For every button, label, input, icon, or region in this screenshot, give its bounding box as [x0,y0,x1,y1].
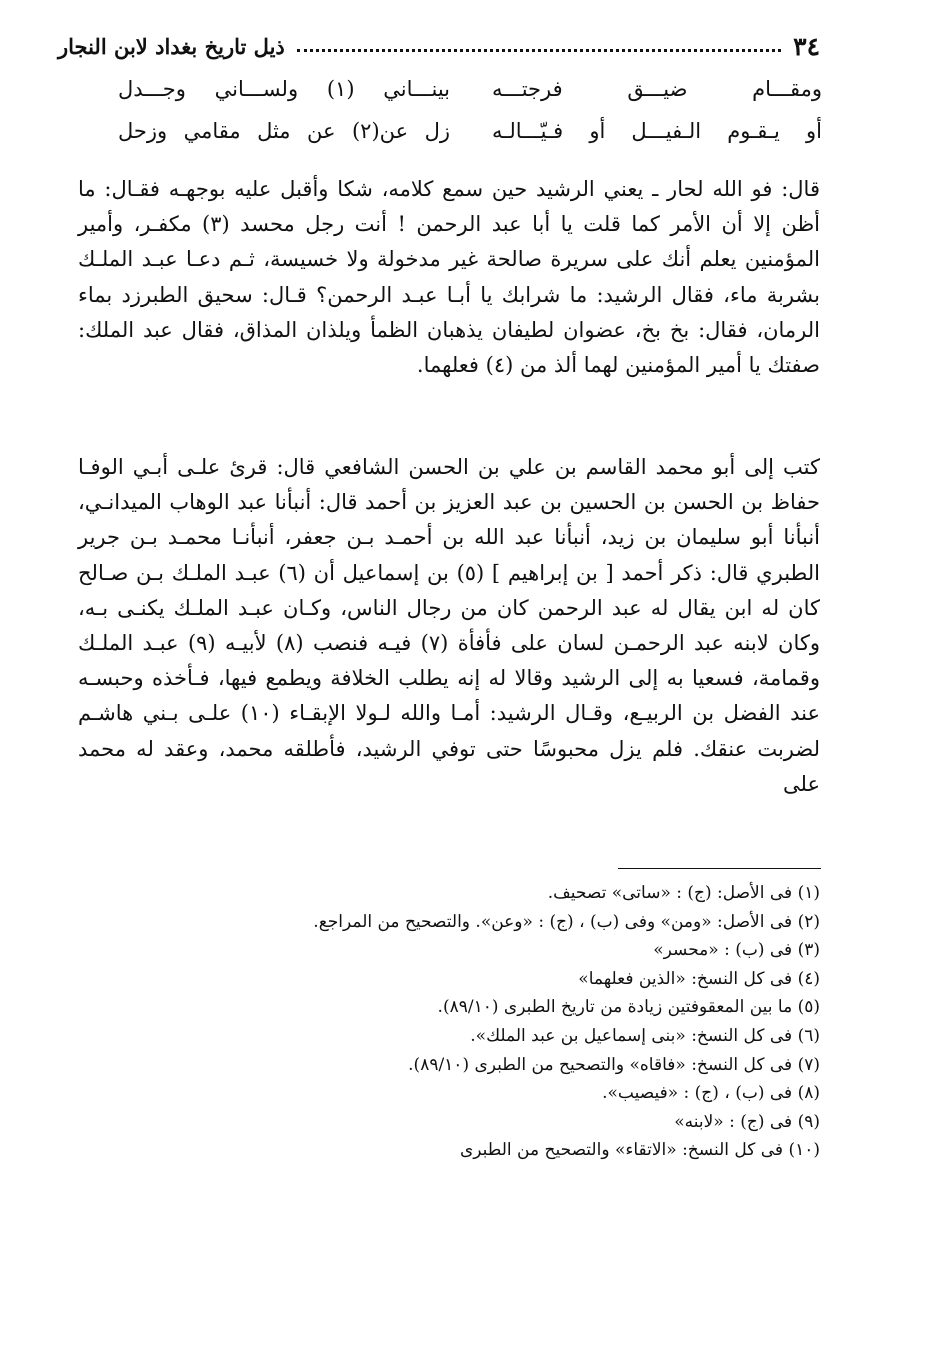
footnote: (٥) ما بين المعقوفتين زيادة من تاريخ الطبرى (٨٩/١٠). [437,997,820,1018]
page-header [58,26,820,66]
footnote: (٤) فى كل النسخ: «الذين فعلهما» [578,968,820,989]
page-number: ٣٤ [793,31,820,61]
verse-hemistich-second: بينـــاني (١) ولســـاني وجـــدل [118,77,450,101]
running-title: ذيل تاريخ بغداد لابن النجار [58,33,285,59]
footnote: (٩) فى (ج) : «لابنه» [674,1111,820,1132]
footnote: (٢) فى الأصل: «ومن» وفى (ب) ، (ج) : «وعن». والتصحيح من المراجع. [313,911,820,932]
footnotes-list [200,879,820,1165]
body-paragraph: كتب إلى أبو محمد القاسم بن علي بن الحسن الشافعي قال: قرئ علـى أبـي الوفـا حفاظ بن الحسن بن الحسين بن عبد العزيز بن أحمد قال: أنبأنا عبد الوهاب الميدانـي، أنبأنا أبو سليمان بن زيد، أنبأنا عبد الله بن أحمـد بـن جعفر، أنبأنـا محمـد بـن جرير الطبري قال: ذكر أحمد [ بن إبراهيم ] (٥) بن إسماعيل أن (٦) عبـد الملـك بـن صـالح كان له ابن يقال له عبد الرحمن كان من رجال الناس، وكـان عبـد الملـك يكنـى بـه، وكان لابنه عبد الرحمـن لسان على فأفأة (٧) فيـه فنصب (٨) لأبيـه (٩) عبـد الملـك وقمامة، فسعيا به إلى الرشيد وقالا له إنه يطلب الخلافة ويطمع فيها، فـأخذه وحبسـه عند الفضل بن الربيـع، وقـال الرشيد: أمـا والله لـولا الإبقـاء (١٠) علـى بـني هاشـم لضربت عنقك. فلم يزل محبوسًا حتى توفي الرشيد، فأطلقه محمد، وعقد له محمد على [78,455,821,796]
verse-hemistich-second: زل عن(٢) عن مثل مقامي وزحل [118,119,450,143]
verse-line [118,77,822,117]
body-paragraph: قال: فو الله لحار ـ يعني الرشيد حين سمع كلامه، شكا وأقبل عليه بوجهـه فقـال: ما أظن إلا أن الأمر كما قلت يا أبا عبد الرحمن ! أنت رجل محسد (٣) مكفـر، وأمير المؤمنين يعلم أنك على سريرة صالحة غير مدخولة ولا خسيسة، ثـم دعـا عبـد الملـك بشربة ماء، فقال الرشيد: ما شرابك يا أبـا عبـد الرحمن؟ قـال: سحيق الطبرزد بماء الرمان، فقال: بخ بخ، عضوان لطيفان يذهبان الظمأ ويلذان المذاق، فقال عبد الملك: صفتك يا أمير المؤمنين لهما ألذ من (٤) فعلهما. [78,177,820,378]
verse-line [118,119,822,159]
verse-hemistich-first: ومقـــام ضيـــق فرجتـــه [492,77,822,101]
footnote-separator [618,868,821,869]
footnote: (١٠) فى كل النسخ: «الاتقاء» والتصحيح من الطبرى [459,1140,820,1161]
footnote: (٨) فى (ب) ، (ج) : «فيصيب». [602,1083,820,1104]
footnote: (٦) فى كل النسخ: «بنى إسماعيل بن عبد الملك». [470,1025,820,1046]
footnote: (٣) فى (ب) : «محسر» [653,940,820,961]
header-dotted-leader [297,49,781,52]
verse-hemistich-first: أو يـقـوم الـفيـــل أو فـيّـــالـه [492,119,822,143]
footnote: (٧) فى كل النسخ: «فاقاه» والتصحيح من الطبرى (٨٩/١٠). [408,1054,820,1075]
footnote: (١) فى الأصل: (ج) : «ساتى» تصحيف. [547,883,820,903]
